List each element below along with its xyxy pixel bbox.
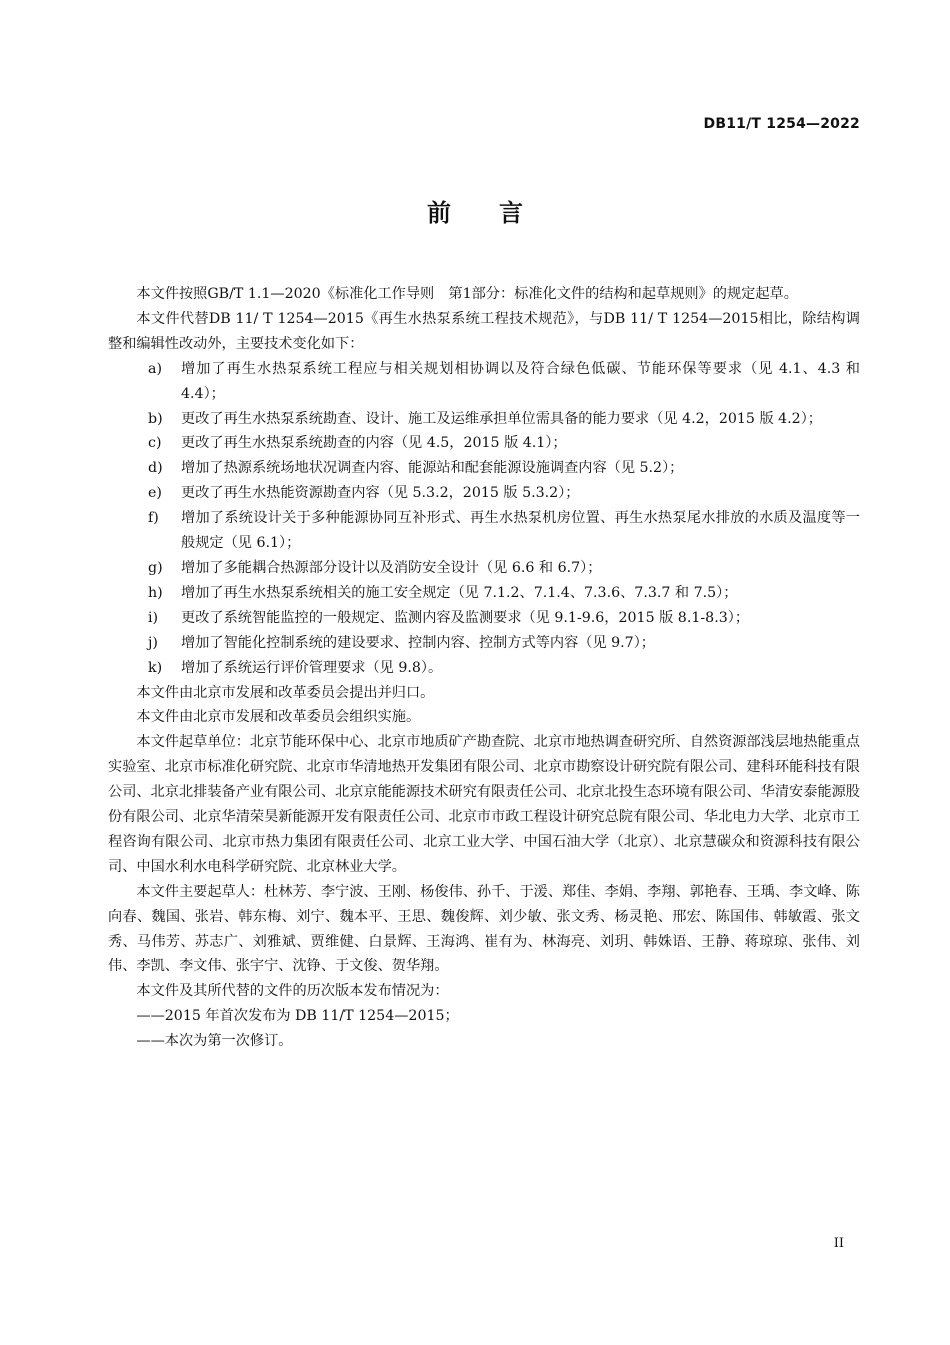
list-item-text: 增加了系统设计关于多种能源协同互补形式、再生水热泵机房位置、再生水热泵尾水排放的水质及温度等一般规定（见 6.1）； xyxy=(181,510,860,552)
paragraph-replacement: 本文件代替DB 11/ T 1254—2015《再生水热泵系统工程技术规范》，与DB 11/ T 1254—2015相比，除结构调整和编辑性改动外，主要技术变化如下： xyxy=(108,310,860,352)
title-char-2: 言 xyxy=(499,199,523,227)
list-marker: c) xyxy=(148,435,162,452)
list-marker: g) xyxy=(148,559,163,576)
list-marker: f) xyxy=(148,510,159,527)
paragraph-proposer: 本文件由北京市发展和改革委员会提出并归口。 xyxy=(136,684,435,701)
list-item-text: 更改了再生水热泵系统勘查的内容（见 4.5，2015 版 4.1）； xyxy=(181,435,567,452)
paragraph-implementer: 本文件由北京市发展和改革委员会组织实施。 xyxy=(136,709,421,726)
list-item xyxy=(108,631,860,656)
page-title xyxy=(0,193,950,228)
list-item xyxy=(108,556,860,581)
list-marker: d) xyxy=(148,460,163,477)
list-marker: i) xyxy=(148,609,159,626)
page-number: II xyxy=(833,1236,844,1251)
list-item xyxy=(108,581,860,606)
list-marker: j) xyxy=(148,634,158,651)
paragraph-drafting-units: 本文件起草单位：北京节能环保中心、北京市地质矿产勘查院、北京市地热调查研究所、自然资源部浅层地热能重点实验室、北京市标准化研究院、北京市华清地热开发集团有限公司、北京市勘察设计研究院有限公司、建科环能科技有限公司、北京北排装备产业有限公司、北京京能能源技术研究有限责任公司、北京北投生态环境有限公司、华清安泰能源股份有限公司、北京华清荣昊新能源开发有限责任公司、北京市市政工程设计研究总院有限公司、华北电力大学、北京市工程咨询有限公司、北京市热力集团有限责任公司、北京工业大学、中国石油大学（北京）、北京慧碳众和资源科技有限公司、中国水利水电科学研究院、北京林业大学。 xyxy=(108,734,860,875)
list-marker: h) xyxy=(148,584,163,601)
document-body xyxy=(108,282,860,1054)
document-code: DB11/T 1254—2022 xyxy=(703,116,860,132)
list-item xyxy=(108,606,860,631)
list-item-text: 增加了再生水热泵系统工程应与相关规划相协调以及符合绿色低碳、节能环保等要求（见 4.1、4.3 和 4.4）； xyxy=(181,360,860,402)
list-item-text: 增加了智能化控制系统的建设要求、控制内容、控制方式等内容（见 9.7）； xyxy=(181,634,655,651)
list-marker: b) xyxy=(148,410,163,427)
list-item-text: 增加了热源系统场地状况调查内容、能源站和配套能源设施调查内容（见 5.2）； xyxy=(181,460,684,477)
list-item xyxy=(108,506,860,556)
list-item-text: 更改了再生水热能资源勘查内容（见 5.3.2，2015 版 5.3.2）； xyxy=(181,485,580,502)
paragraph-drafters: 本文件主要起草人：杜林芳、李宁波、王刚、杨俊伟、孙千、于湲、郑佳、李娟、李翔、郭艳春、王瑀、李文峰、陈向春、魏国、张岩、韩东梅、刘宁、魏本平、王思、魏俊辉、刘少敏、张文秀、杨灵艳、邢宏、陈国伟、韩敏霞、张文秀、马伟芳、苏志广、刘雅斌、贾维健、白景辉、王海鸿、崔有为、林海亮、刘玥、韩姝语、王静、蒋琼琼、张伟、刘伟、李凯、李文伟、张宇宁、沈铮、于文俊、贺华翔。 xyxy=(108,883,860,975)
list-item xyxy=(108,357,860,407)
list-item-text: 更改了再生水热泵系统勘查、设计、施工及运维承担单位需具备的能力要求（见 4.2，2015 版 4.2）； xyxy=(181,410,822,427)
list-marker: a) xyxy=(148,360,162,377)
list-item xyxy=(108,456,860,481)
list-marker: e) xyxy=(148,485,162,502)
paragraph-history-intro: 本文件及其所代替的文件的历次版本发布情况为： xyxy=(136,983,449,1000)
history-item-2015: ——2015 年首次发布为 DB 11/T 1254—2015； xyxy=(136,1008,459,1025)
paragraph-drafting-basis: 本文件按照GB/T 1.1—2020《标准化工作导则 第1部分：标准化文件的结构和起草规则》的规定起草。 xyxy=(136,286,798,302)
list-item xyxy=(108,407,860,432)
list-marker: k) xyxy=(148,659,163,676)
list-item-text: 更改了系统智能监控的一般规定、监测内容及监测要求（见 9.1-9.6，2015 版 8.1-8.3）； xyxy=(181,609,750,626)
list-item xyxy=(108,656,860,681)
list-item xyxy=(108,481,860,506)
list-item-text: 增加了多能耦合热源部分设计以及消防安全设计（见 6.6 和 6.7）； xyxy=(181,559,602,576)
changes-list xyxy=(108,357,860,681)
history-item-revision: ——本次为第一次修订。 xyxy=(136,1033,293,1050)
title-char-1: 前 xyxy=(427,199,451,227)
list-item xyxy=(108,431,860,456)
list-item-text: 增加了再生水热泵系统相关的施工安全规定（见 7.1.2、7.1.4、7.3.6、7.3.7 和 7.5）； xyxy=(181,584,738,601)
list-item-text: 增加了系统运行评价管理要求（见 9.8）。 xyxy=(181,659,443,676)
